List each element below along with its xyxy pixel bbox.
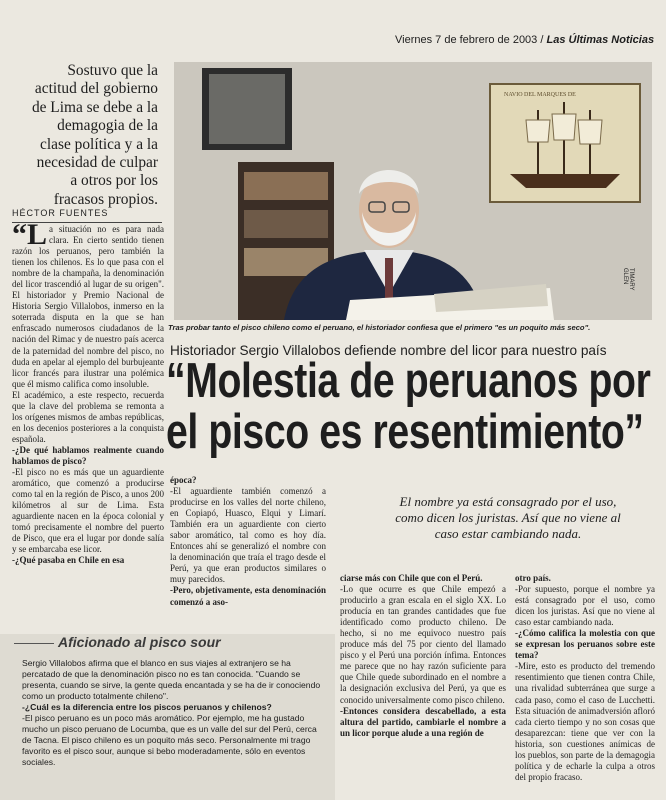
headline-kicker: Historiador Sergio Villalobos defiende nombre del licor para nuestro país <box>170 343 607 358</box>
masthead-date: Viernes 7 de febrero de 2003 <box>395 34 538 46</box>
headline <box>166 354 651 459</box>
lead-column <box>12 218 164 566</box>
poster-text: NAVIO DEL MARQUES DE <box>504 92 576 98</box>
column-4 <box>515 573 655 783</box>
historian-photo-illustration <box>174 62 652 320</box>
sidebar-title: Aficionado al pisco sour <box>58 634 221 650</box>
masthead-paper: Las Últimas Noticias <box>546 34 655 46</box>
masthead <box>395 34 653 46</box>
question-4-continued: otro país. <box>515 573 551 583</box>
sidebar-text <box>22 658 322 768</box>
question-4: -Entonces considera descabellado, a esta altura del partido, cambiarle el nombre a un licor porque alude a una región de <box>340 705 506 738</box>
side-quote: El nombre ya está consagrado por el uso, como dicen los juristas. Así que no viene al caso estar cambiando nada. <box>395 494 621 541</box>
answer-5: -Mire, esto es producto del tremendo resentimiento que tienen contra Chile, una rivalidad subterránea que surge a cada paso, como el caso de Lucchetti. Esta situación de animadversión afloró cada cierto tiempo y no son cosas que desaparezcan: tiene que ver con la historia, son cuestiones anímicas de los pueblos, son parte de la demagogia política y de echarle la culpa a otros del propio fracaso. <box>515 661 655 782</box>
photo-caption: Tras probar tanto el pisco chileno como el peruano, el historiador confiesa que el primero "es un poquito más seco". <box>168 323 591 332</box>
pull-quote: Sostuvo que la actitud del gobierno de Lima se debe a la demagogia de la clase política y a la necesidad de culpar a otros por los fracasos propios. <box>31 62 158 208</box>
question-3-continued: ciarse más con Chile que con el Perú. <box>340 573 483 583</box>
answer-3: -Lo que ocurre es que Chile empezó a producirlo a gran escala en el siglo XX. Lo producía en tan grandes cantidades que fue identificado como producto chileno. De hecho, si no me equivoco nuestro país produce más del 75 por ciento del llamado pisco y el Perú una porción ínfima. Entonces me parece que no hay razón suficiente para que Chile quede subordinado en el nombre a la designación exclusiva del Perú, ya que es conocido universalmente como pisco chileno. <box>340 584 506 705</box>
headline-line-1: “Molestia de peruanos por <box>166 354 651 408</box>
headline-line-2: el pisco es resentimiento” <box>166 405 644 459</box>
dropcap-letter: L <box>27 218 48 251</box>
question-5: -¿Cómo califica la molestia con que se expresan los peruanos sobre este tema? <box>515 628 655 661</box>
masthead-separator: / <box>540 34 544 46</box>
lead-paragraph-2: El académico, a este respecto, recuerda que la clave del problema se remonta a los orígenes mismos de ambas repúblicas, en los decenios posteriores a la conquista española. <box>12 389 164 444</box>
byline: HÉCTOR FUENTES <box>12 208 109 218</box>
question-2-continued: época? <box>170 475 197 485</box>
column-3 <box>340 573 506 739</box>
answer-4: -Por supuesto, porque el nombre ya está consagrado por el uso, como dicen los juristas. Así que no viene al caso estar cambiando nada. <box>515 584 655 628</box>
dropcap <box>12 218 48 251</box>
question-2: -¿Qué pasaba en Chile en esa <box>12 555 125 566</box>
question-1: -¿De qué hablamos realmente cuando hablamos de pisco? <box>12 444 164 466</box>
dropcap-quote: “ <box>12 218 27 251</box>
sidebar-paragraph-1: Sergio Villalobos afirma que el blanco en sus viajes al extranjero se ha percatado de que la denominación pisco no es tan conocida. "Cuando se presenta, cuando se sirve, la gente queda encantada y se ha de ir conociendo como un producto totalmente chileno". <box>22 658 321 701</box>
answer-2: -El aguardiente también comenzó a producirse en los valles del norte chileno, en Copiapó, Huasco, Elqui y Limarí. También era un aguardiente con cierto sabor aromático, tal como es hoy día. Entonces ahí se generalizó el nombre con la denominación que traía el trago desde el Perú, ya que eran productos similares o muy parecidos. <box>170 486 326 585</box>
sidebar-question: -¿Cuál es la diferencia entre los piscos peruanos y chilenos? <box>22 702 272 712</box>
question-3: -Pero, objetivamente, esta denominación comenzó a aso- <box>170 585 326 607</box>
answer-1: -El pisco no es más que un aguardiente aromático, que comenzó a producirse como tal en la región de Pisco, a unos 200 kilómetros al sur de Lima. Esta aguardiente nacen en la época colonial y tomó precisamente el nombre del puerto de Pisco, que era el lugar por donde salía y se embarcaba ese licor. <box>12 467 164 555</box>
lead-paragraph-1: a situación no es para nada clara. En cierto sentido tienen razón los peruanos, pero también la tienen los chilenos. Es lo que pasa con el nombre de la champaña, la denominación del licor trascendió al lugar de su origen". El historiador y Premio Nacional de Historia Sergio Villalobos, inmerso en la soterrada disputa en la que se han enfrascado numerosos ciudadanos de la nación del Rimac y de nuestro país acerca de la paternidad del nombre del pisco, no duda en apelar al ejemplo del burbujeante licor francés para ilustrar una polémica que él mismo califica como insoluble. <box>12 224 164 389</box>
photo-credit: TIMARY GLEN <box>622 268 634 291</box>
sidebar-answer: -El pisco peruano es un poco más aromático. Por ejemplo, me ha gustado mucho un pisco peruano de Locumba, que es un valle del sur del Perú, cerca de Tacna. El pisco chileno es un poquito más seco. Personalmente mi trago favorito es el pisco sour, aunque si bebo moderadamente, sólo en eventos sociales. <box>22 713 317 767</box>
article-photo <box>174 62 652 320</box>
column-2 <box>170 475 326 608</box>
